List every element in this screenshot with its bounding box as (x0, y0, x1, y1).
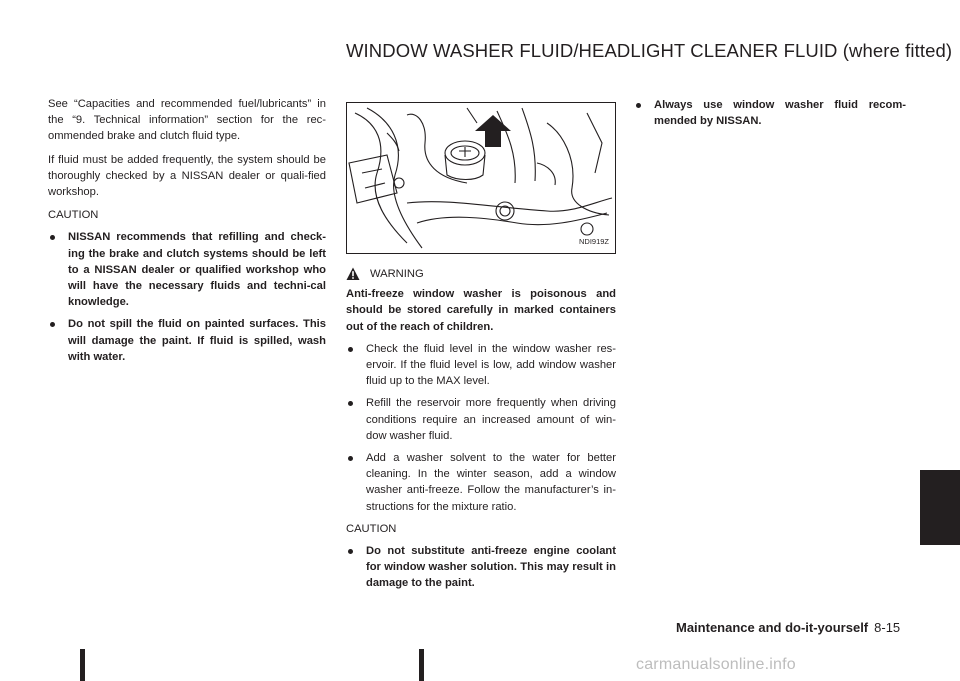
caution-item: Do not spill the fluid on painted surfaces. This will damage the paint. If fluid is spilled, wash with water. (48, 316, 326, 365)
instruction-item: Check the fluid level in the window washer res-ervoir. If the fluid level is low, add window washer fluid up to the MAX level. (346, 341, 616, 390)
column-left (48, 96, 326, 371)
page-number: 8-15 (874, 620, 901, 635)
caution-list (346, 543, 616, 592)
warning-triangle-icon (346, 267, 360, 281)
paragraph-capacities: See “Capacities and recommended fuel/lubricants” in the “9. Technical information” section for the rec-ommended brake and clutch fluid type. (48, 98, 326, 143)
caution-heading: CAUTION (48, 209, 99, 222)
instruction-item: Refill the reservoir more frequently when driving conditions require an increased amount of win-dow washer fluid. (346, 395, 616, 444)
warning-heading (346, 266, 616, 282)
instruction-item: Add a washer solvent to the water for better cleaning. In the winter season, add a window washer anti-freeze. Follow the manufacturer’s in-structions for the mixture ratio. (346, 450, 616, 515)
recommendation-item: Always use window washer fluid recom-mended by NISSAN. (634, 97, 906, 129)
column-right (634, 97, 906, 135)
watermark-text: carmanualsonline.info (636, 656, 796, 673)
caution-list (48, 229, 326, 365)
recommendation-list (634, 97, 906, 129)
instruction-list (346, 341, 616, 515)
column-middle (346, 96, 616, 598)
binder-mark-middle (419, 649, 424, 681)
caution-item: Do not substitute anti-freeze engine coolant for window washer solution. This may result in damage to the paint. (346, 543, 616, 592)
caution-heading: CAUTION (346, 522, 397, 535)
warning-label: WARNING (370, 268, 424, 280)
caution-item: NISSAN recommends that refilling and check-ing the brake and clutch systems should be left to a NISSAN dealer or qualified workshop who will have the necessary fluids and techni-cal knowledge. (48, 229, 326, 310)
page-title: WINDOW WASHER FLUID/HEADLIGHT CLEANER FLUID (where fitted) (346, 40, 953, 61)
warning-text: Anti-freeze window washer is poisonous and should be stored carefully in marked containers out of the reach of children. (346, 288, 616, 333)
figure-code: NDI919Z (578, 236, 609, 246)
reservoir-cap-illustration (347, 103, 615, 253)
section-tab (920, 470, 960, 545)
reservoir-figure (346, 102, 616, 254)
footer-section: Maintenance and do-it-yourself (676, 620, 869, 635)
page-footer (676, 620, 900, 635)
paragraph-check-system: If fluid must be added frequently, the system should be thoroughly checked by a NISSAN dealer or quali-fied workshop. (48, 153, 326, 199)
binder-mark-left (80, 649, 85, 681)
